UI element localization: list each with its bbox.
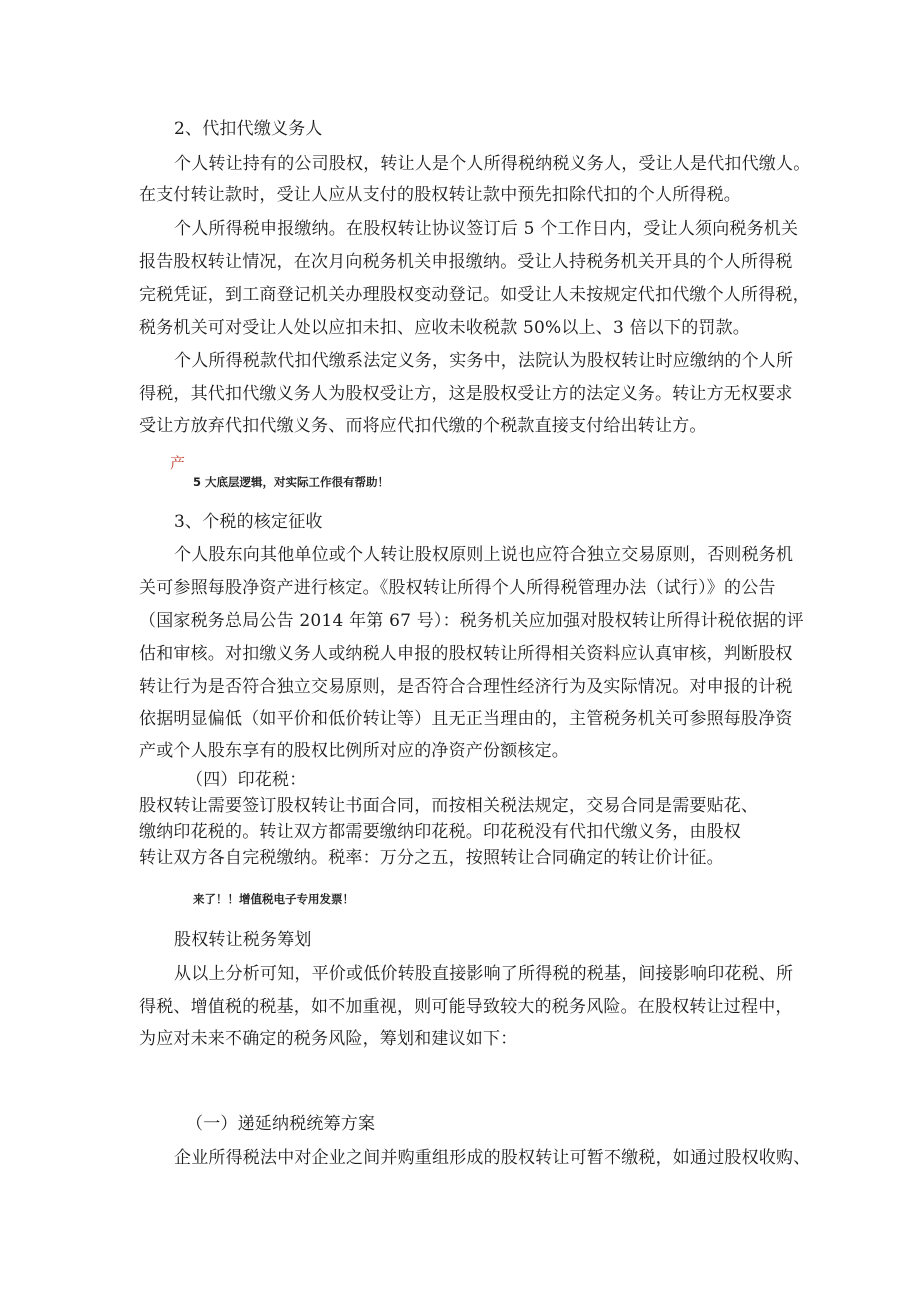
paragraph-line: 税务机关可对受让人处以应扣未扣、应收未收税款 50%以上、3 倍以下的罚款。 bbox=[139, 318, 751, 338]
paragraph-line: 转让行为是否符合独立交易原则，是否符合合理性经济行为及实际情况。对申报的计税 bbox=[139, 677, 793, 697]
paragraph-line: 得税，其代扣代缴义务人为股权受让方，这是股权受让方的法定义务。转让方无权要求 bbox=[139, 384, 793, 404]
paragraph-line: 转让双方各自完税缴纳。税率：万分之五，按照转让合同确定的转让价计征。 bbox=[139, 848, 724, 868]
paragraph-line: （国家税务总局公告 2014 年第 67 号）：税务机关应加强对股权转让所得计税依据的评 bbox=[139, 611, 804, 631]
paragraph-line: 在支付转让款时，受让人应从支付的股权转让款中预先扣除代扣的个人所得税。 bbox=[139, 185, 741, 205]
paragraph-line: 个人所得税申报缴纳。在股权转让协议签订后 5 个工作日内，受让人须向税务机关 bbox=[174, 219, 799, 239]
paragraph-line: 估和审核。对扣缴义务人或纳税人申报的股权转让所得相关资料应认真审核，判断股权 bbox=[139, 644, 793, 664]
paragraph-line: 从以上分析可知，平价或低价转股直接影响了所得税的税基，间接影响印花税、所 bbox=[174, 964, 794, 984]
article-link-vat-invoice[interactable]: 来了！！增值税电子专用发票！ bbox=[193, 892, 354, 906]
paragraph-line: 缴纳印花税的。转让双方都需要缴纳印花税。印花税没有代扣代缴义务，由股权 bbox=[139, 822, 741, 842]
paragraph-line: 报告股权转让情况，在次月向税务机关申报缴纳。受让人持税务机关开具的个人所得税 bbox=[139, 252, 793, 272]
paragraph-line: 依据明显偏低（如平价和低价转让等）且无正当理由的，主管税务机关可参照每股净资 bbox=[139, 709, 793, 729]
paragraph-line: 个人所得税款代扣代缴系法定义务，实务中，法院认为股权转让时应缴纳的个人所 bbox=[174, 351, 794, 371]
paragraph-line: 为应对未来不确定的税务风险，筹划和建议如下： bbox=[139, 1029, 518, 1049]
paragraph-line: 企业所得税法中对企业之间并购重组形成的股权转让可暂不缴税，如通过股权收购、 bbox=[174, 1148, 811, 1168]
heading-stamp-duty: （四）印花税： bbox=[186, 770, 307, 790]
heading-withholding-agent: 2、代扣代缴义务人 bbox=[174, 119, 323, 139]
paragraph-line: 受让方放弃代扣代缴义务、而将应代扣代缴的个税款直接支付给出转让方。 bbox=[139, 416, 707, 436]
paragraph-line: 产或个人股东享有的股权比例所对应的净资产份额核定。 bbox=[139, 741, 569, 761]
article-link-5-logic[interactable]: 5 大底层逻辑，对实际工作很有帮助！ bbox=[193, 475, 390, 489]
heading-assessed-collection: 3、个税的核定征收 bbox=[174, 512, 323, 532]
paragraph-line: 股权转让需要签订股权转让书面合同，而按相关税法规定，交易合同是需要贴花、 bbox=[139, 796, 759, 816]
paragraph-line: 关可参照每股净资产进行核定。《股权转让所得个人所得税管理办法（试行）》的公告 bbox=[139, 578, 776, 598]
paragraph-line: 得税、增值税的税基，如不加重视，则可能导致较大的税务风险。在股权转让过程中， bbox=[139, 997, 793, 1017]
paragraph-line: 完税凭证，到工商登记机关办理股权变动登记。如受让人未按规定代扣代缴个人所得税， bbox=[139, 285, 810, 305]
paragraph-line: 个人转让持有的公司股权，转让人是个人所得税纳税义务人，受让人是代扣代缴人。 bbox=[174, 154, 811, 174]
heading-deferred-tax-plan: （一）递延纳税统筹方案 bbox=[186, 1114, 376, 1134]
heading-tax-planning: 股权转让税务筹划 bbox=[174, 930, 312, 950]
paragraph-line: 个人股东向其他单位或个人转让股权原则上说也应符合独立交易原则，否则税务机 bbox=[174, 545, 794, 565]
red-mark-glyph: 产 bbox=[170, 454, 186, 472]
